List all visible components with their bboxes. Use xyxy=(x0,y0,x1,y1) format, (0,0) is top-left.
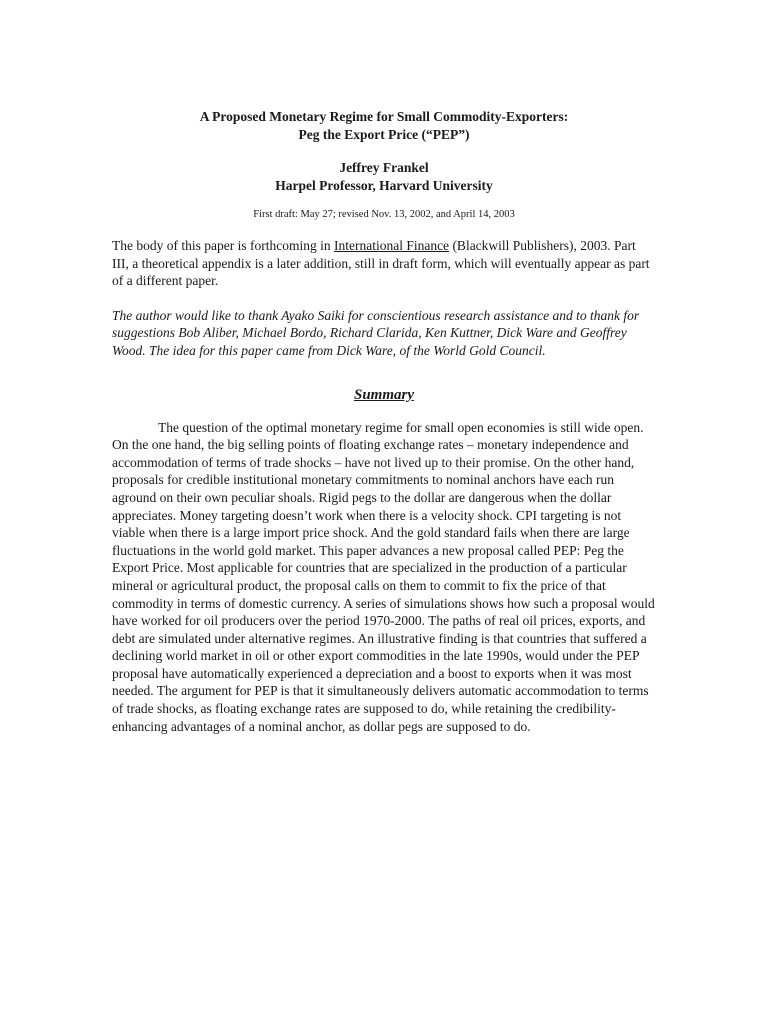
author-block xyxy=(112,159,656,195)
acknowledgements: The author would like to thank Ayako Saiki for conscientious research assistance and to thank for suggestions Bob Aliber, Michael Bordo, Richard Clarida, Ken Kuttner, Dick Ware and Geoffrey Wood. The idea for this paper came from Dick Ware, of the World Gold Council. xyxy=(112,307,640,358)
summary-body: The question of the optimal monetary regime for small open economies is still wide open. On the one hand, the big selling points of floating exchange rates – monetary independence and accommodation of terms of trade shocks – have not lived up to their promise. On the other hand, proposals for credible institutional monetary commitments to nominal anchors have each run aground on their own peculiar shoals. Rigid pegs to the dollar are dangerous when the dollar appreciates. Money targeting doesn’t work when there is a velocity shock. CPI targeting is not viable when there is a large import price shock. And the gold standard fails when there are large fluctuations in the world gold market. This paper advances a new proposal called PEP: Peg the Export Price. Most applicable for countries that are specialized in the production of a particular mineral or agricultural product, the proposal calls on them to commit to fix the price of that commodity in terms of domestic currency. A series of simulations shows how such a proposal would have worked for oil producers over the period 1970-2000. The paths of real oil prices, exports, and debt are simulated under alternative regimes. An illustrative finding is that countries that suffered a declining world market in oil or other export commodities in the late 1990s, would under the PEP proposal have automatically experienced a depreciation and a boost to exports when it was most needed. The argument for PEP is that it simultaneously delivers automatic accommodation to terms of trade shocks, as floating exchange rates are supposed to do, while retaining the credibility-enhancing advantages of a nominal anchor, as dollar pegs are supposed to do. xyxy=(112,419,655,734)
draft-info: First draft: May 27; revised Nov. 13, 2002, and April 14, 2003 xyxy=(253,209,515,220)
title-line-2: Peg the Export Price (“PEP”) xyxy=(298,127,470,142)
author-name: Jeffrey Frankel xyxy=(339,160,429,175)
summary-heading: Summary xyxy=(353,386,414,403)
journal-name: International Finance xyxy=(333,238,450,253)
title-line-1: A Proposed Monetary Regime for Small Commodity-Exporters: xyxy=(199,109,569,124)
publication-notice xyxy=(112,237,656,290)
notice-text-after: (Blackwill Publishers), 2003. Part III, a theoretical appendix is a later addition, still in draft form, which will eventually appear as part of a different paper. xyxy=(112,238,650,289)
notice-text-before: The body of this paper is forthcoming in xyxy=(112,238,334,253)
author-affiliation: Harpel Professor, Harvard University xyxy=(275,178,493,193)
paper-title xyxy=(112,108,656,144)
paper-page xyxy=(112,100,656,735)
